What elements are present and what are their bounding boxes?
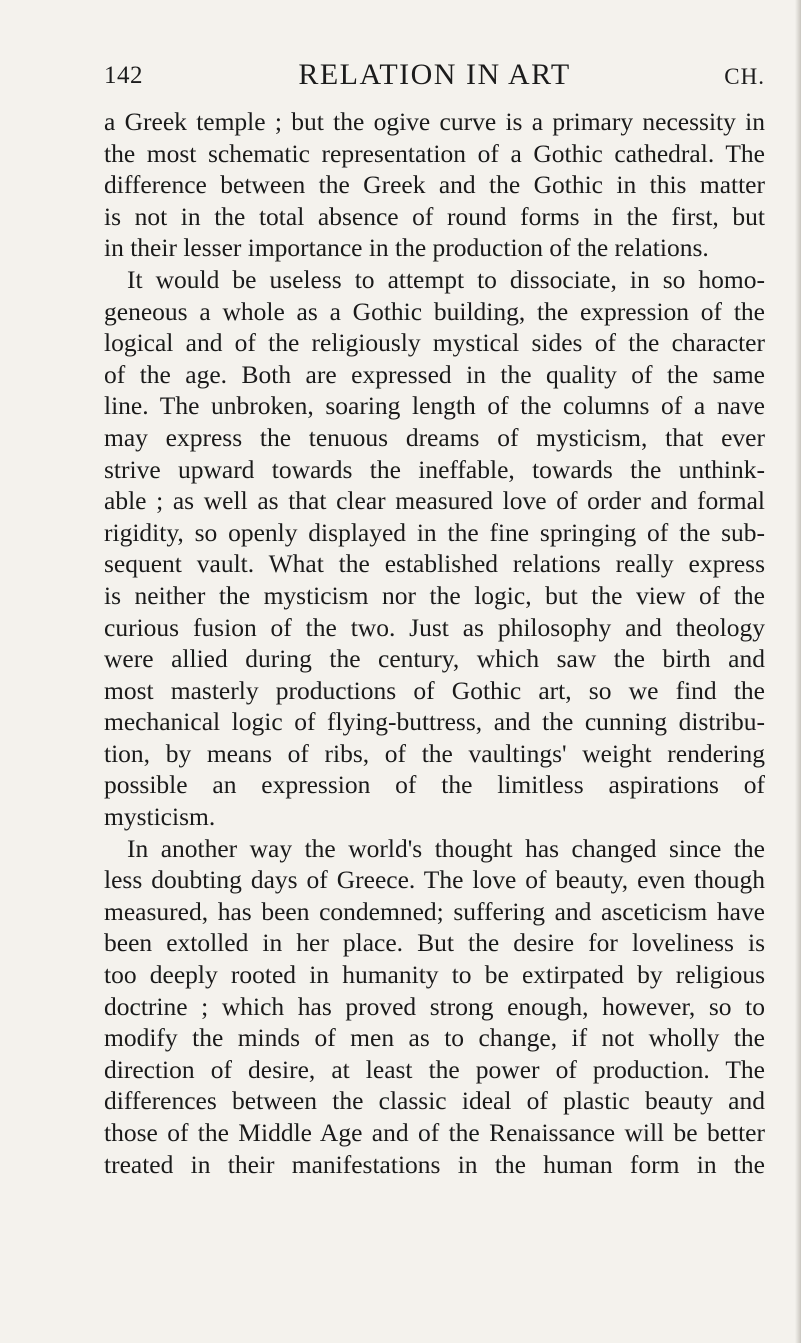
page-edge-shadow (795, 0, 801, 1343)
text-line: the most schematic representation of a Gothic cathedral. The (104, 138, 765, 168)
text-line: in their lesser importance in the production of the relations. (104, 233, 709, 263)
text-line: sequent vault. What the established relations really express (104, 549, 765, 579)
text-line: is neither the mysticism nor the logic, but the view of the (104, 580, 765, 610)
text-line: In another way the world's thought has changed since the (127, 833, 765, 863)
running-head (104, 58, 765, 98)
text-line: tion, by means of ribs, of the vaultings' weight rendering (104, 738, 765, 768)
text-line: geneous a whole as a Gothic building, the expression of the (104, 296, 765, 326)
body-text (104, 106, 765, 1180)
text-line: were allied during the century, which saw the birth and (104, 644, 765, 674)
running-title: RELATION IN ART (298, 58, 571, 91)
text-line: been extolled in her place. But the desire for loveliness is (104, 928, 765, 958)
text-line: too deeply rooted in humanity to be extirpated by religious (104, 960, 765, 990)
text-line: It would be useless to attempt to dissociate, in so homo- (127, 264, 765, 294)
page-number: 142 (104, 62, 143, 89)
text-line: of the age. Both are expressed in the quality of the same (104, 359, 765, 389)
text-line: direction of desire, at least the power of production. The (104, 1054, 765, 1084)
text-line: differences between the classic ideal of plastic beauty and (104, 1086, 765, 1116)
text-line: line. The unbroken, soaring length of the columns of a nave (104, 391, 765, 421)
text-line: those of the Middle Age and of the Renaissance will be better (104, 1118, 765, 1147)
text-line: less doubting days of Greece. The love of beauty, even though (104, 865, 765, 895)
text-line: is not in the total absence of round forms in the first, but (104, 201, 765, 231)
text-line: rigidity, so openly displayed in the fine springing of the sub- (104, 517, 765, 547)
text-line: curious fusion of the two. Just as philosophy and theology (104, 612, 765, 642)
text-line: possible an expression of the limitless aspirations of (104, 770, 765, 800)
text-line: mysticism. (104, 802, 216, 832)
text-line: treated in their manifestations in the human form in the (104, 1149, 765, 1179)
text-line: able ; as well as that clear measured love of order and formal (104, 486, 765, 516)
text-line: difference between the Greek and the Gothic in this matter (104, 170, 765, 200)
text-line: modify the minds of men as to change, if not wholly the (104, 1023, 765, 1053)
text-line: doctrine ; which has proved strong enough, however, so to (104, 991, 765, 1021)
text-line: a Greek temple ; but the ogive curve is a primary necessity in (104, 107, 765, 136)
text-line: strive upward towards the ineffable, towards the unthink- (104, 454, 765, 484)
text-line: measured, has been condemned; suffering and asceticism have (104, 896, 765, 926)
chapter-mark: CH. (724, 64, 765, 89)
text-line: mechanical logic of flying-buttress, and the cunning distribu- (104, 707, 765, 737)
text-line: logical and of the religiously mystical sides of the character (104, 328, 765, 358)
text-line: most masterly productions of Gothic art, so we find the (104, 675, 765, 705)
text-line: may express the tenuous dreams of mysticism, that ever (104, 422, 765, 452)
